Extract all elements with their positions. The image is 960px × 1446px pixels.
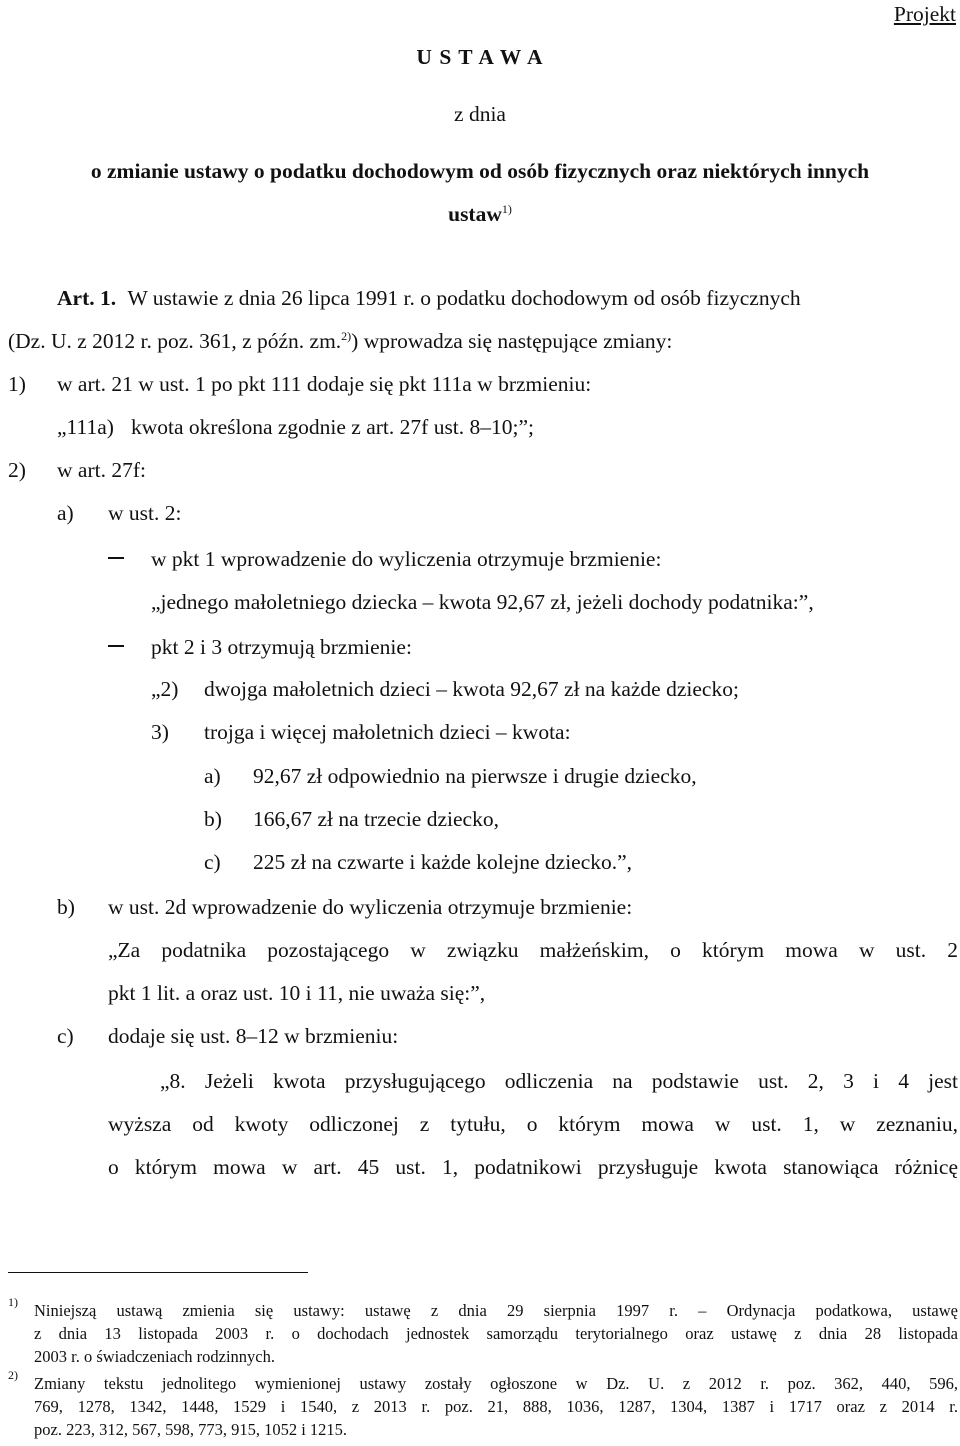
point-2-text: w art. 27f:	[57, 458, 146, 482]
art1-intro	[57, 284, 801, 312]
dash-bullet-2	[108, 645, 124, 647]
dash-1-text: w pkt 1 wprowadzenie do wyliczenia otrzymuje brzmienie:	[151, 547, 662, 571]
point-1-number: 1)	[8, 372, 26, 396]
footnote-1-line-1: Niniejszą ustawą zmienia się ustawy: ustawę z dnia 29 sierpnia 1997 r. – Ordynacja podatkowa, ustawę	[34, 1301, 958, 1320]
letter-c-text: dodaje się ust. 8–12 w brzmieniu:	[108, 1024, 399, 1048]
footnote-2-line-3: poz. 223, 312, 567, 598, 773, 915, 1052 i 1215.	[34, 1420, 348, 1439]
quote-a-number: a)	[204, 764, 221, 788]
art1-label: Art. 1.	[57, 286, 117, 310]
footnote-1-line-2: z dnia 13 listopada 2003 r. o dochodach jednostek samorządu terytorialnego oraz ustawę z dnia 28 listopada	[34, 1324, 958, 1343]
letter-a-text: w ust. 2:	[108, 501, 182, 525]
letter-b-quote-2: pkt 1 lit. a oraz ust. 10 i 11, nie uważa się:”,	[108, 981, 486, 1005]
document-title: U S T A W A	[416, 45, 544, 69]
footnote-ref-1: 1)	[501, 201, 512, 216]
point-1-text: w art. 21 w ust. 1 po pkt 111 dodaje się pkt 111a w brzmieniu:	[57, 372, 592, 396]
letter-c-quote-3: o którym mowa w art. 45 ust. 1, podatnikowi przysługuje kwota stanowiąca różnicę	[108, 1155, 958, 1179]
letter-b-quote-1: „Za podatnika pozostającego w związku małżeńskim, o którym mowa w ust. 2	[108, 938, 958, 962]
footnote-2-line-1: Zmiany tekstu jednolitego wymienionej ustawy zostały ogłoszone w Dz. U. z 2012 r. poz. 362, 440, 596,	[34, 1374, 958, 1393]
footnote-ref-2: 2)	[341, 328, 352, 343]
letter-b-text: w ust. 2d wprowadzenie do wyliczenia otrzymuje brzmienie:	[108, 895, 633, 919]
quote-c-text: 225 zł na czwarte i każde kolejne dziecko.”,	[253, 850, 633, 874]
art1-intro-text: W ustawie z dnia 26 lipca 1991 r. o podatku dochodowym od osób fizycznych	[127, 286, 801, 310]
quote-a-text: 92,67 zł odpowiednio na pierwsze i drugie dziecko,	[253, 764, 697, 788]
document-date: z dnia	[454, 102, 506, 126]
footnote-separator	[8, 1272, 308, 1273]
art1-intro2b: ) wprowadza się następujące zmiany:	[351, 329, 673, 353]
letter-c-quote-1: „8. Jeżeli kwota przysługującego odliczenia na podstawie ust. 2, 3 i 4 jest	[160, 1069, 958, 1093]
footnote-1-line-3: 2003 r. o świadczeniach rodzinnych.	[34, 1347, 276, 1366]
quote-b-text: 166,67 zł na trzecie dziecko,	[253, 807, 499, 831]
quote-b-number: b)	[204, 807, 222, 831]
quote-3-text: trojga i więcej małoletnich dzieci – kwota:	[204, 720, 571, 744]
document-subject-end	[0, 200, 960, 228]
art1-intro2a: (Dz. U. z 2012 r. poz. 361, z późn. zm.	[8, 329, 342, 353]
point-2-number: 2)	[8, 458, 26, 482]
letter-c-number: c)	[57, 1024, 74, 1048]
quote-c-number: c)	[204, 850, 221, 874]
dash-1-quote: „jednego małoletniego dziecka – kwota 92,67 zł, jeżeli dochody podatnika:”,	[151, 590, 814, 614]
document-subject: o zmianie ustawy o podatku dochodowym od osób fizycznych oraz niektórych innych	[90, 159, 870, 183]
quote-2-text: dwojga małoletnich dzieci – kwota 92,67 zł na każde dziecko;	[204, 677, 739, 701]
projekt-label: Projekt	[893, 2, 956, 26]
letter-a-number: a)	[57, 501, 74, 525]
quote-3-number: 3)	[151, 720, 169, 744]
letter-b-number: b)	[57, 895, 75, 919]
footnote-2-mark: 2)	[8, 1368, 18, 1382]
quote-2-number: „2)	[151, 677, 179, 701]
art1-intro-cont	[8, 327, 672, 355]
dash-2-text: pkt 2 i 3 otrzymują brzmienie:	[151, 635, 412, 659]
footnote-2-line-2: 769, 1278, 1342, 1448, 1529 i 1540, z 2013 r. poz. 21, 888, 1036, 1287, 1304, 1387 i 1717 oraz z 2014 r.	[34, 1397, 958, 1416]
subject-end-text: ustaw	[448, 202, 502, 226]
footnote-1-mark: 1)	[8, 1295, 18, 1309]
point-1-quote-number: „111a)	[57, 415, 114, 439]
dash-bullet-1	[108, 557, 124, 559]
point-1-quote-text: kwota określona zgodnie z art. 27f ust. 8–10;”;	[131, 415, 535, 439]
letter-c-quote-2: wyższa od kwoty odliczonej z tytułu, o którym mowa w ust. 1, w zeznaniu,	[108, 1112, 958, 1136]
